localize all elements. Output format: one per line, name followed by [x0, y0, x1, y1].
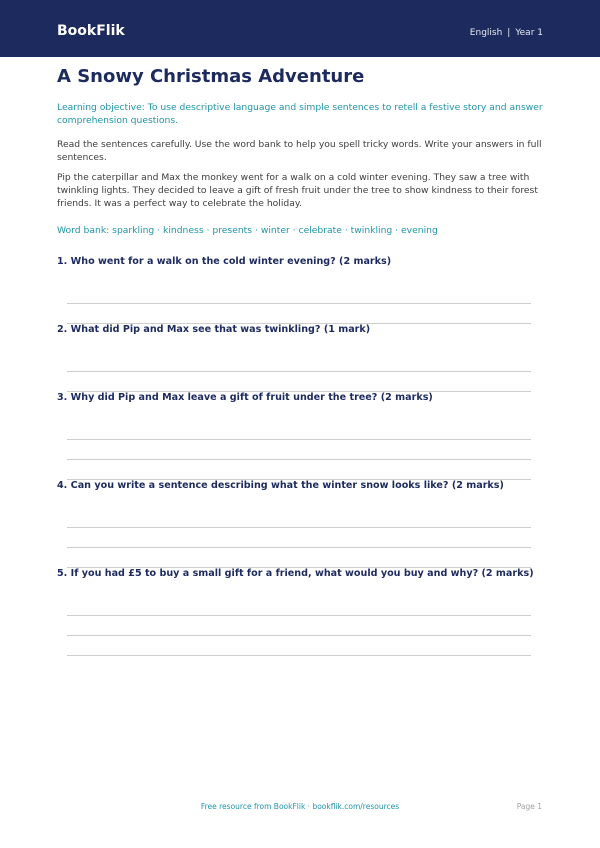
answer-line[interactable]	[67, 439, 531, 440]
learning-objective: Learning objective: To use descriptive language and simple sentences to retell a festive story and answer comprehension questions.	[57, 102, 543, 126]
brand-logo-text[interactable]: BookFlik	[57, 23, 125, 39]
answer-line[interactable]	[67, 459, 531, 460]
question-4: 4. Can you write a sentence describing what the winter snow looks like? (2 marks)	[57, 480, 504, 491]
question-3: 3. Why did Pip and Max leave a gift of fruit under the tree? (2 marks)	[57, 392, 433, 403]
question-1: 1. Who went for a walk on the cold winter evening? (2 marks)	[57, 256, 392, 267]
question-5: 5. If you had £5 to buy a small gift for a friend, what would you buy and why? (2 marks)	[57, 568, 534, 579]
word-bank: Word bank: sparkling · kindness · presents · winter · celebrate · twinkling · evening	[57, 225, 438, 236]
page-number: Page 1	[516, 802, 542, 811]
header-meta	[470, 28, 543, 38]
answer-line[interactable]	[67, 635, 531, 636]
subject-label: English	[469, 28, 503, 38]
worksheet-title: A Snowy Christmas Adventure	[57, 66, 365, 87]
answer-line[interactable]	[67, 655, 531, 656]
footer-credit[interactable]: Free resource from BookFlik · bookflik.com/resources	[200, 802, 400, 811]
year-label: Year 1	[515, 28, 543, 38]
story-passage: Pip the caterpillar and Max the monkey went for a walk on a cold winter evening. They saw a tree with twinkling lights. They decided to leave a gift of fresh fruit under the tree to show kindness to their forest friends. It was a perfect way to celebrate the holiday.	[57, 172, 538, 209]
answer-line[interactable]	[67, 547, 531, 548]
meta-separator: |	[507, 28, 511, 38]
answer-line[interactable]	[67, 527, 531, 528]
instructions-text: Read the sentences carefully. Use the word bank to help you spell tricky words. Write your answers in full sentences.	[57, 139, 542, 163]
page-header	[0, 0, 600, 57]
answer-line[interactable]	[67, 371, 531, 372]
page-footer	[0, 802, 600, 816]
answer-line[interactable]	[67, 303, 531, 304]
question-2: 2. What did Pip and Max see that was twinkling? (1 mark)	[57, 324, 371, 335]
answer-line[interactable]	[67, 615, 531, 616]
